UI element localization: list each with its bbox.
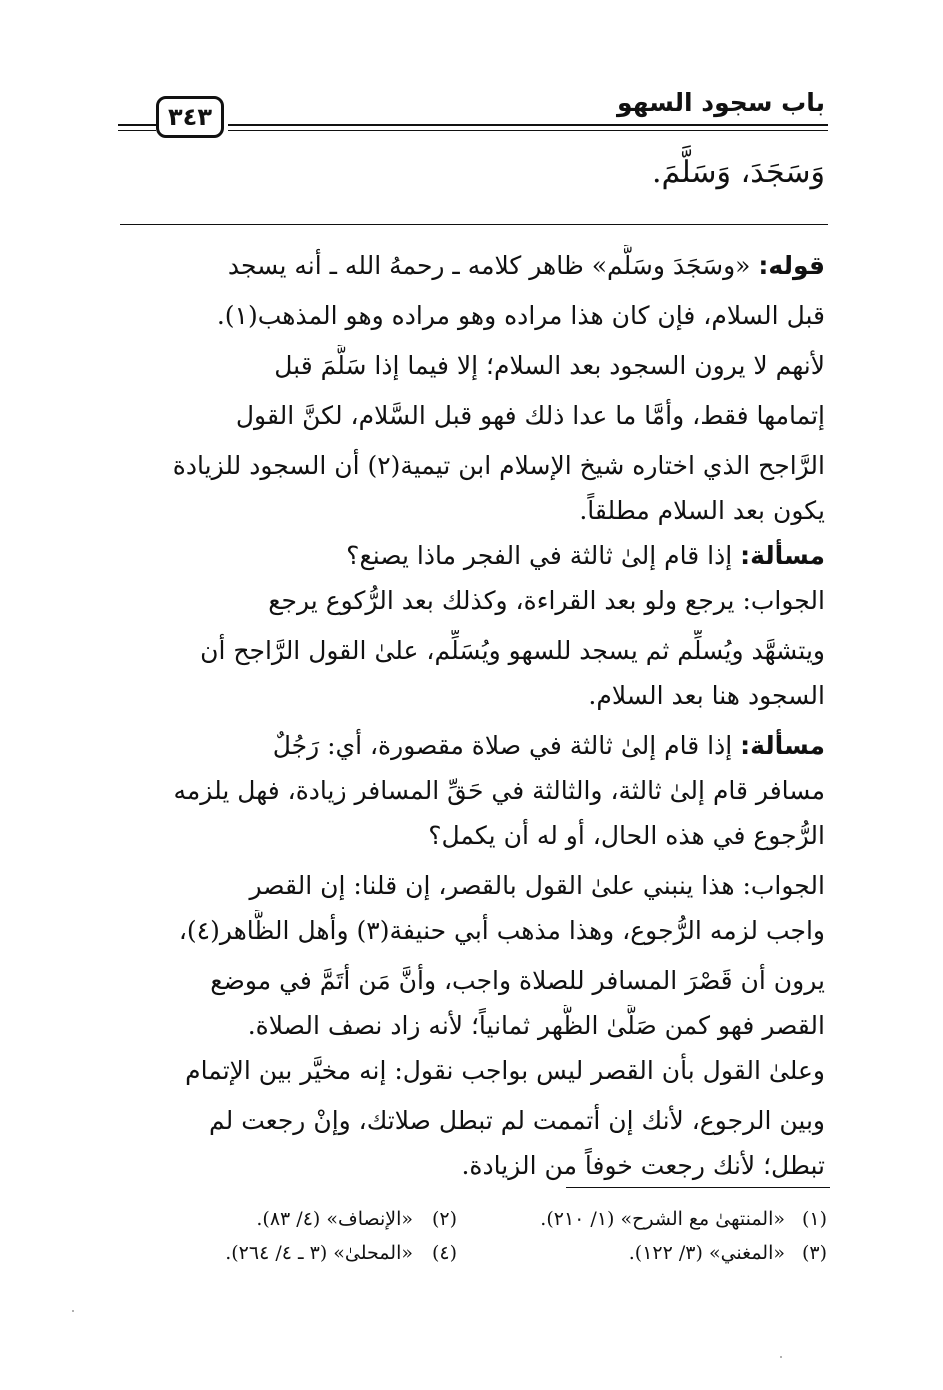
body-text: الجواب: هذا ينبني علىٰ القول بالقصر، إن قلنا: إن القصر xyxy=(249,871,825,900)
scan-speck xyxy=(72,1310,74,1312)
footnote-marker-1: (١) xyxy=(801,1208,827,1230)
footnote-marker-4: (٤) xyxy=(431,1242,457,1264)
matn-line: وَسَجَدَ، وَسَلَّمَ. xyxy=(651,155,825,190)
chapter-title: باب سجود السهو xyxy=(617,88,825,117)
matn-separator xyxy=(120,224,828,225)
body-line xyxy=(113,1100,825,1142)
body-text: «وسَجَدَ وسَلَّم» ظاهر كلامه ـ رحمهُ الله ـ أنه يسجد xyxy=(227,251,759,280)
body-text: السجود هنا بعد السلام. xyxy=(588,681,825,710)
body-text: مسافر قام إلىٰ ثالثة، والثالثة في حَقِّ المسافر زيادة، فهل يلزمه xyxy=(173,776,825,805)
body-text: الجواب: يرجع ولو بعد القراءة، وكذلك بعد الرُّكوع يرجع xyxy=(268,586,825,615)
body-line xyxy=(113,1145,825,1187)
keyword-label: مسألة: xyxy=(740,731,825,760)
body-line xyxy=(113,535,825,577)
body-line xyxy=(113,960,825,1002)
body-line xyxy=(113,630,825,672)
body-line xyxy=(113,910,825,952)
header-rule-left-bottom xyxy=(118,130,156,131)
body-text: يرون أن قَصْرَ المسافر للصلاة واجب، وأنَّ مَن أتَمَّ في موضع xyxy=(210,966,825,995)
body-line xyxy=(113,1050,825,1092)
body-line xyxy=(113,580,825,622)
body-text: لأنهم لا يرون السجود بعد السلام؛ إلا فيما إذا سَلَّمَ قبل xyxy=(274,351,825,380)
footnote-2: «الإنصاف» (٤/ ٨٣). xyxy=(256,1208,413,1230)
body-text: ويتشهَّد ويُسلِّم ثم يسجد للسهو ويُسَلِّم، علىٰ القول الرَّاجح أن xyxy=(200,636,825,665)
body-line xyxy=(113,675,825,717)
body-line xyxy=(113,865,825,907)
body-line xyxy=(113,725,825,767)
body-text: إتمامها فقط، وأمَّا ما عدا ذلك فهو قبل السَّلام، لكنَّ القول xyxy=(235,401,825,430)
body-line xyxy=(113,445,825,487)
footnote-3: «المغني» (٣/ ١٢٢). xyxy=(628,1242,785,1264)
scan-speck xyxy=(780,1356,782,1358)
footnote-separator xyxy=(566,1187,830,1188)
footnote-1: «المنتهىٰ مع الشرح» (١/ ٢١٠). xyxy=(540,1208,785,1230)
footnote-marker-3: (٣) xyxy=(801,1242,827,1264)
footnote-marker-2: (٢) xyxy=(431,1208,457,1230)
body-line xyxy=(113,815,825,857)
body-text: القصر فهو كمن صَلَّىٰ الظُّهر ثمانياً؛ لأنه زاد نصف الصلاة. xyxy=(247,1011,825,1040)
header-rule-left-top xyxy=(118,124,156,126)
body-line xyxy=(113,490,825,532)
body-line xyxy=(113,395,825,437)
body-text: قبل السلام، فإن كان هذا مراده وهو مراده وهو المذهب(١). xyxy=(216,301,825,330)
body-line xyxy=(113,295,825,337)
body-text: يكون بعد السلام مطلقاً. xyxy=(579,496,825,525)
body-text: وعلىٰ القول بأن القصر ليس بواجب نقول: إنه مخيَّر بين الإتمام xyxy=(185,1056,825,1085)
body-text: تبطل؛ لأنك رجعت خوفاً من الزيادة. xyxy=(461,1151,825,1180)
footnote-4: «المحلىٰ» (٣ ـ ٤/ ٢٦٤). xyxy=(225,1242,413,1264)
body-text: الرَّاجح الذي اختاره شيخ الإسلام ابن تيمية(٢) أن السجود للزيادة xyxy=(172,451,825,480)
keyword-label: مسألة: xyxy=(740,541,825,570)
page-number: ٣٤٣ xyxy=(156,96,224,138)
header-rule-top xyxy=(228,124,828,126)
body-line xyxy=(113,1005,825,1047)
header-rule-bottom xyxy=(228,130,828,131)
body-text: إذا قام إلىٰ ثالثة في صلاة مقصورة، أي: رَجُلٌ xyxy=(272,731,741,760)
body-text: وبين الرجوع، لأنك إن أتممت لم تبطل صلاتك، وإنْ رجعت لم xyxy=(209,1106,825,1135)
body-text: الرُّجوع في هذه الحال، أو له أن يكمل؟ xyxy=(428,821,825,850)
body-line xyxy=(113,245,825,287)
body-text: واجب لزمه الرُّجوع، وهذا مذهب أبي حنيفة(٣) وأهل الظَّاهر(٤)، xyxy=(178,916,825,945)
body-text: إذا قام إلىٰ ثالثة في الفجر ماذا يصنع؟ xyxy=(346,541,741,570)
keyword-label: قوله: xyxy=(758,251,825,280)
body-line xyxy=(113,770,825,812)
body-line xyxy=(113,345,825,387)
